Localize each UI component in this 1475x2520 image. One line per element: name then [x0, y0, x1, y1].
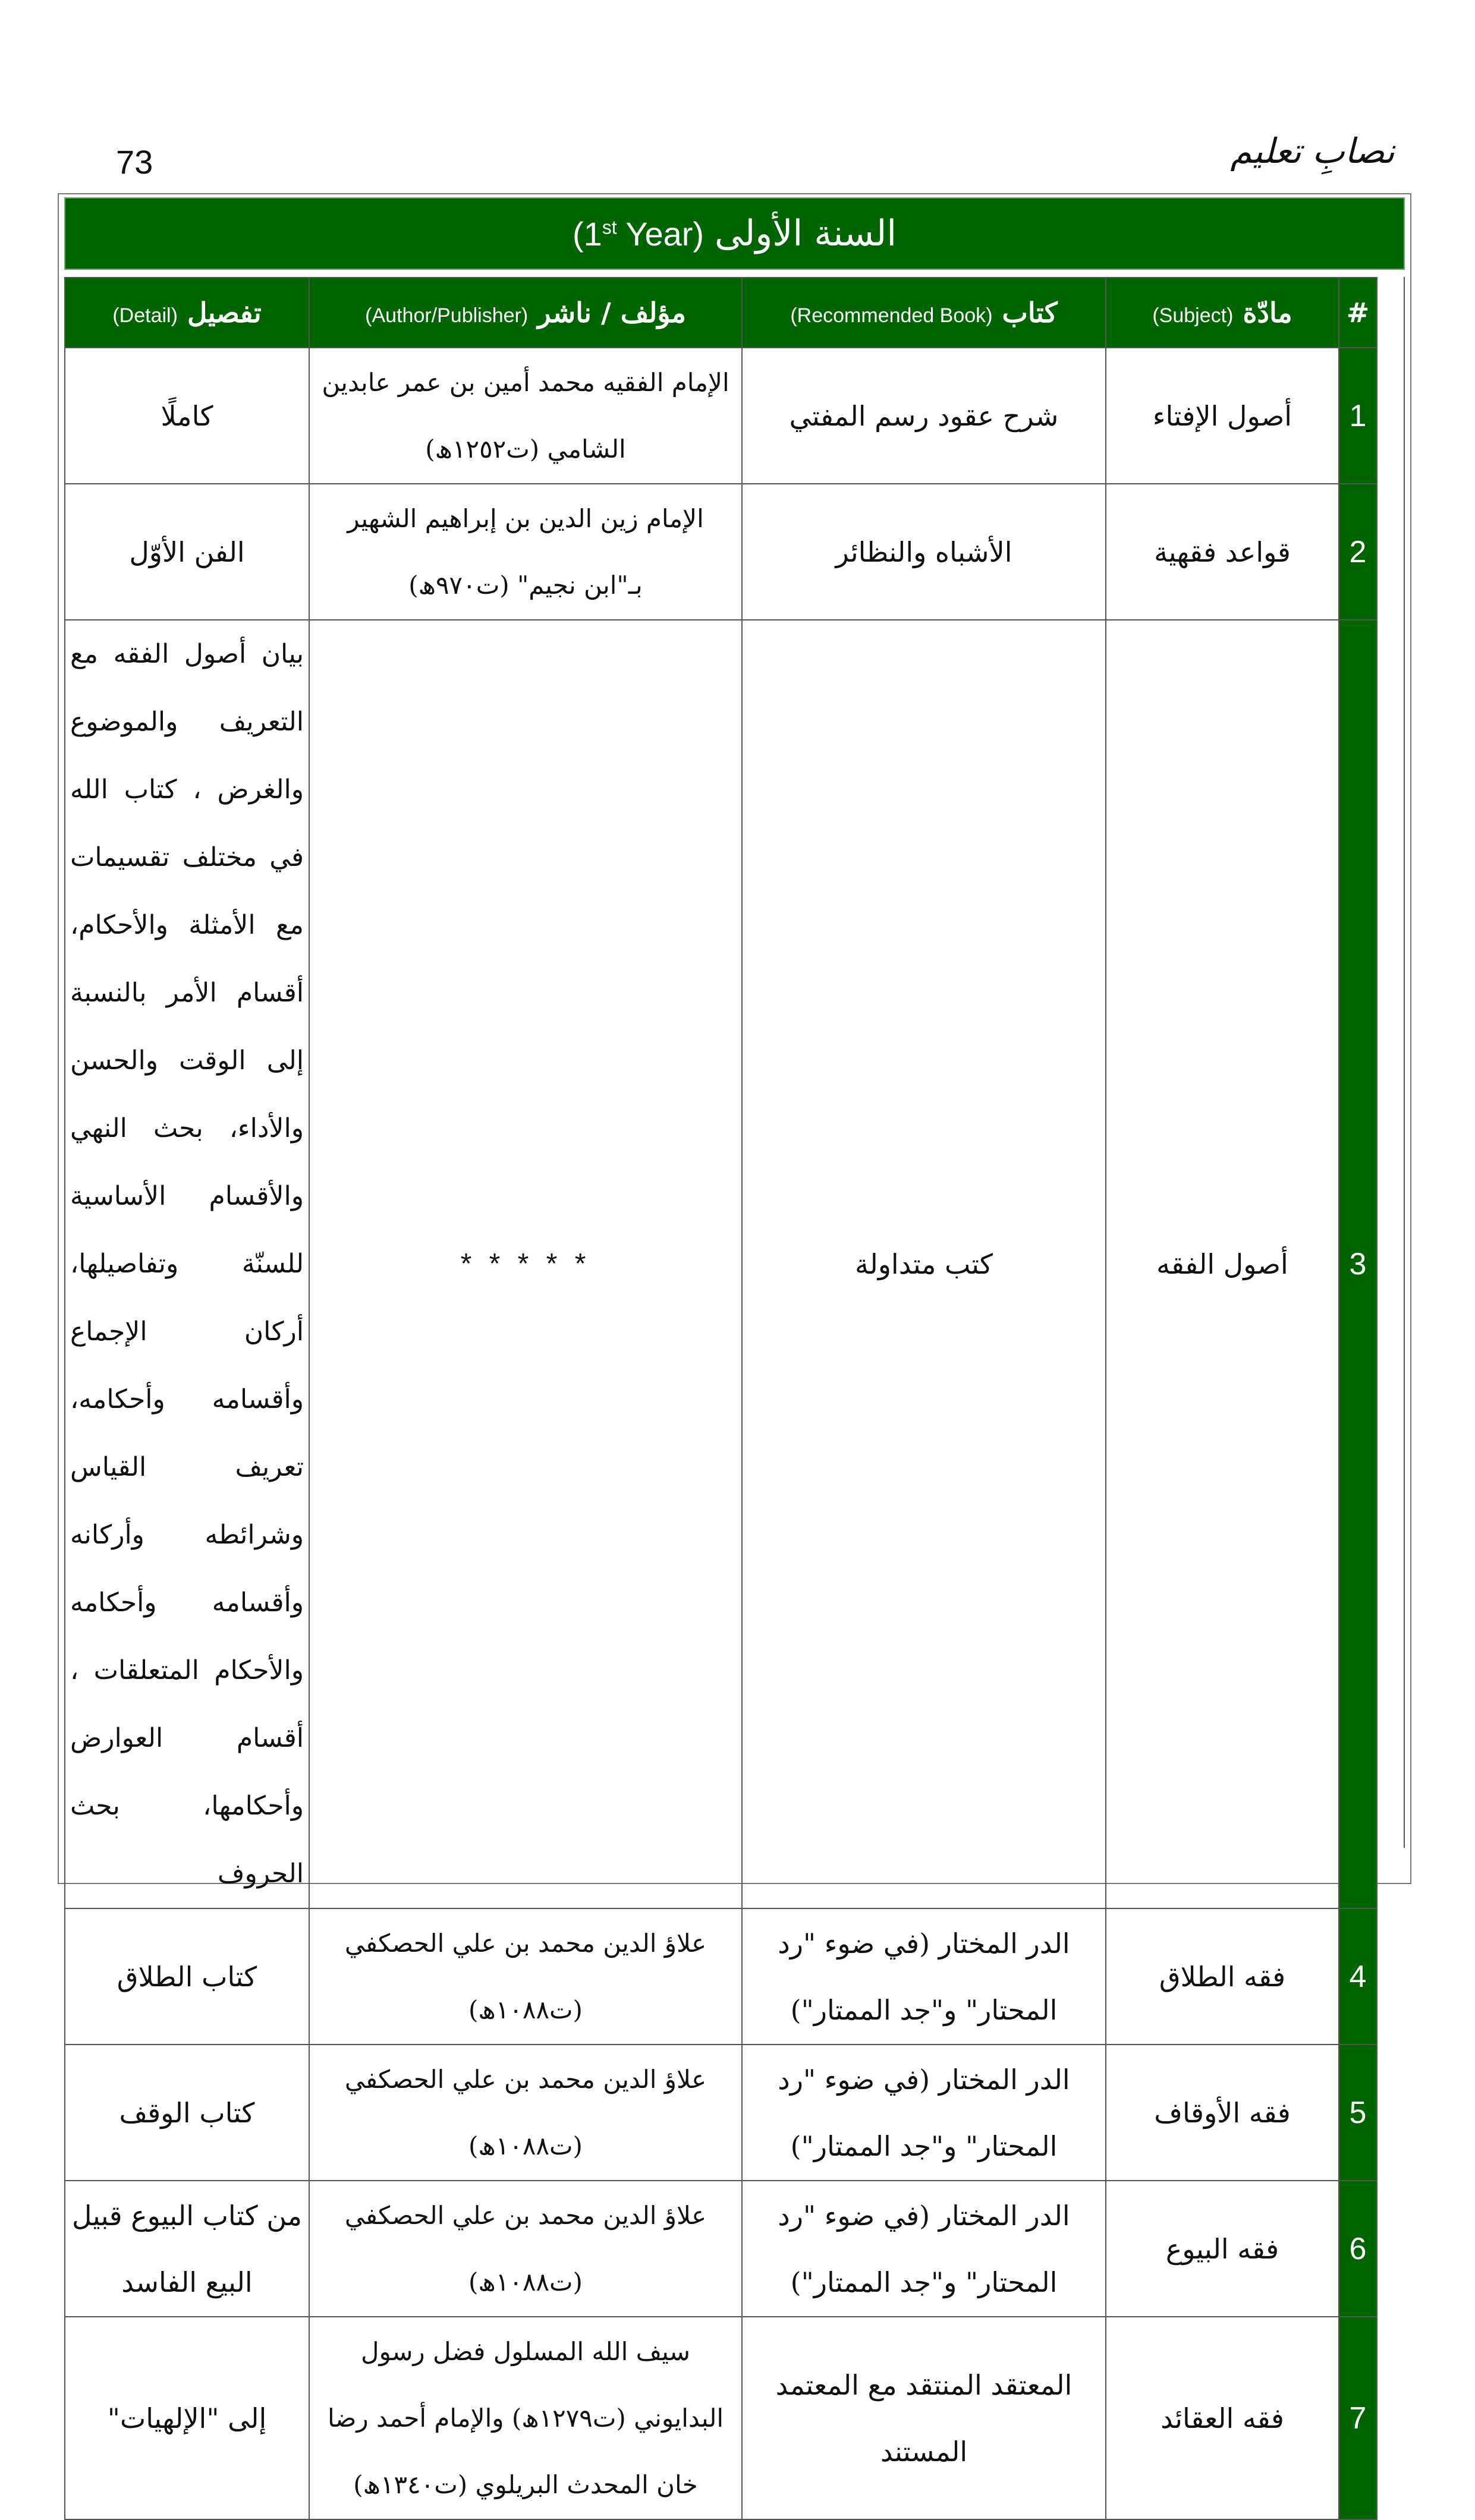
header-book-en: (Recommended Book) [790, 304, 993, 327]
row-subject: أصول الإفتاء [1106, 348, 1339, 484]
row-author: الإمام زين الدين بن إبراهيم الشهير بـ"ابن نجيم" (ت٩٧٠ھ) [309, 484, 742, 620]
table-row [65, 2045, 1377, 2181]
row-number: 1 [1339, 348, 1377, 484]
header-detail [65, 278, 309, 348]
row-number: 3 [1339, 620, 1377, 1908]
row-number: 4 [1339, 1908, 1377, 2045]
table-row [65, 2181, 1377, 2317]
row-author: علاؤ الدين محمد بن علي الحصكفي (ت١٠٨٨ھ) [309, 2045, 742, 2181]
row-book: كتب متداولة [742, 620, 1106, 1908]
year-superscript: st [602, 216, 617, 238]
row-subject: فقه الطلاق [1106, 1908, 1339, 2045]
table-row [65, 2317, 1377, 2519]
header-author [309, 278, 742, 348]
row-subject: فقه البيوع [1106, 2181, 1339, 2317]
row-book: شرح عقود رسم المفتي [742, 348, 1106, 484]
row-detail: إلى "الإلهيات" [65, 2317, 309, 2519]
row-detail: كتاب الطلاق [65, 1908, 309, 2045]
header-author-en: (Author/Publisher) [365, 304, 529, 327]
row-book: المعتقد المنتقد مع المعتمد المستند [742, 2317, 1106, 2519]
header-subject-en: (Subject) [1152, 304, 1234, 327]
year-banner-english [573, 215, 704, 253]
row-number: 5 [1339, 2045, 1377, 2181]
year-banner [64, 197, 1405, 270]
row-number: 7 [1339, 2317, 1377, 2519]
row-author: * * * * * [309, 620, 742, 1908]
table-row [65, 484, 1377, 620]
header-author-ar: مؤلف / ناشر [537, 297, 686, 329]
year-banner-arabic: السنة الأولى [715, 213, 897, 254]
row-subject: فقه الأوقاف [1106, 2045, 1339, 2181]
row-subject: فقه العقائد [1106, 2317, 1339, 2519]
row-book: الدر المختار (في ضوء "رد المحتار" و"جد الممتار") [742, 1908, 1106, 2045]
table-header-row [65, 278, 1377, 348]
row-detail: بيان أصول الفقه مع التعريف والموضوع والغرض ، كتاب الله في مختلف تقسيمات مع الأمثلة والأحكام، أقسام الأمر بالنسبة إلى الوقت والحسن والأداء، بحث النهي والأقسام الأساسية للسنّة وتفاصيلها، أركان الإجماع وأقسامه وأحكامه، تعريف القياس وشرائطه وأركانه وأقسامه وأحكامه والأحكام المتعلقات ، أقسام العوارض وأحكامها، بحث الحروف [65, 620, 309, 1908]
row-author: علاؤ الدين محمد بن علي الحصكفي (ت١٠٨٨ھ) [309, 2181, 742, 2317]
running-head: نصابِ تعلیم [1230, 131, 1395, 171]
row-author: سيف الله المسلول فضل رسول البدايوني (ت١٢٧٩ھ) والإمام أحمد رضا خان المحدث البريلوي (ت١٣٤٠ھ) [309, 2317, 742, 2519]
side-rule [1380, 277, 1405, 1848]
row-subject: أصول الفقه [1106, 620, 1339, 1908]
table-row [65, 620, 1377, 1908]
page-number: 73 [116, 143, 153, 181]
year-open: (1 [573, 215, 602, 253]
row-detail: الفن الأوّل [65, 484, 309, 620]
table-row [65, 1908, 1377, 2045]
row-author: علاؤ الدين محمد بن علي الحصكفي (ت١٠٨٨ھ) [309, 1908, 742, 2045]
header-subject [1106, 278, 1339, 348]
header-number: # [1339, 278, 1377, 348]
header-book-ar: كتاب [1002, 297, 1058, 329]
row-number: 6 [1339, 2181, 1377, 2317]
row-author: الإمام الفقيه محمد أمين بن عمر عابدين الشامي (ت١٢٥٢ھ) [309, 348, 742, 484]
row-subject: قواعد فقهية [1106, 484, 1339, 620]
header-subject-ar: مادّة [1243, 297, 1292, 329]
row-detail: كتاب الوقف [65, 2045, 309, 2181]
year-close: Year) [617, 215, 705, 253]
header-detail-ar: تفصيل [187, 297, 262, 329]
row-book: الدر المختار (في ضوء "رد المحتار" و"جد الممتار") [742, 2045, 1106, 2181]
header-detail-en: (Detail) [112, 304, 178, 327]
syllabus-table [64, 277, 1377, 2520]
header-book [742, 278, 1106, 348]
row-book: الدر المختار (في ضوء "رد المحتار" و"جد الممتار") [742, 2181, 1106, 2317]
row-number: 2 [1339, 484, 1377, 620]
table-row [65, 348, 1377, 484]
row-detail: كاملًا [65, 348, 309, 484]
row-detail: من كتاب البيوع قبيل البيع الفاسد [65, 2181, 309, 2317]
row-book: الأشباه والنظائر [742, 484, 1106, 620]
